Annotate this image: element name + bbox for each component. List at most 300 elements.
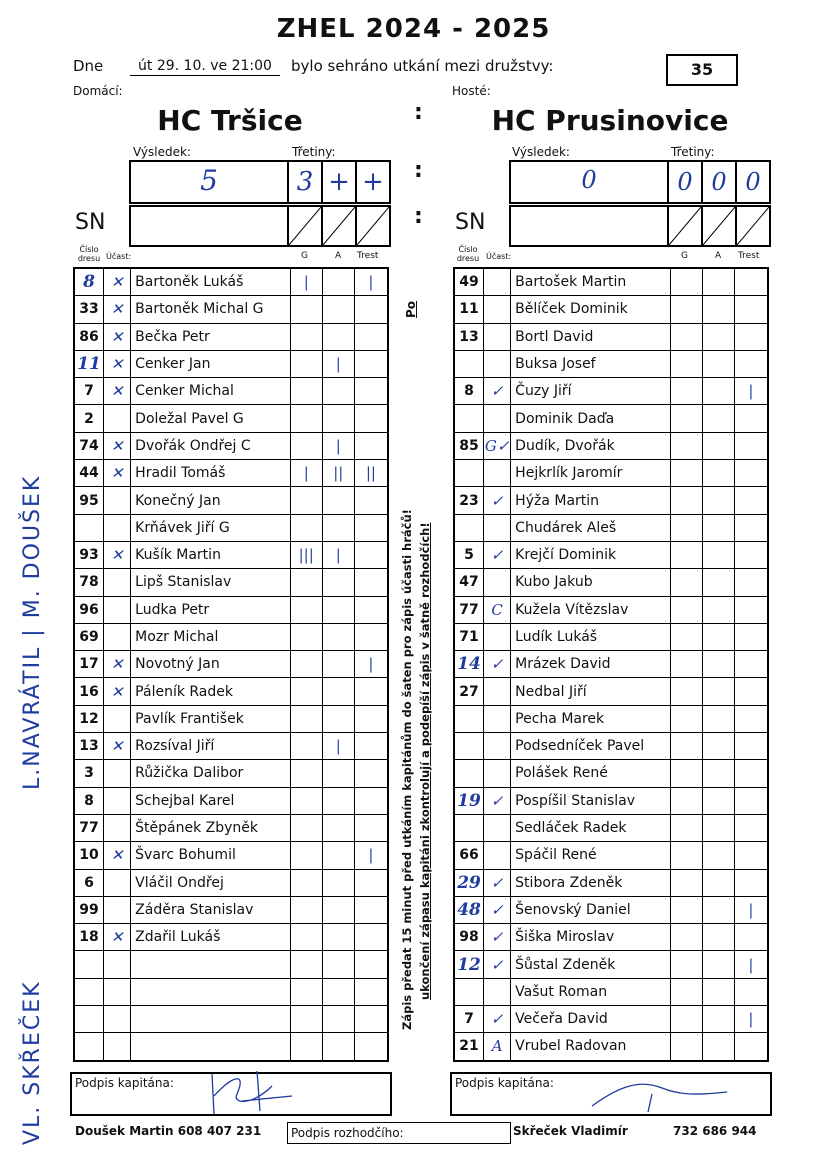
player-number[interactable]: 13 xyxy=(74,733,104,760)
player-number[interactable]: 12 xyxy=(74,705,104,732)
player-assists[interactable] xyxy=(702,678,734,705)
player-goals[interactable] xyxy=(670,487,702,514)
player-attendance[interactable] xyxy=(484,268,511,296)
player-attendance[interactable]: G✓ xyxy=(484,432,511,459)
player-attendance[interactable] xyxy=(104,623,131,650)
player-assists[interactable] xyxy=(322,896,354,923)
player-goals[interactable] xyxy=(290,1033,322,1061)
player-penalties[interactable] xyxy=(354,705,388,732)
player-number[interactable]: 13 xyxy=(454,323,484,350)
player-penalties[interactable] xyxy=(734,296,768,323)
player-number[interactable]: 33 xyxy=(74,296,104,323)
player-penalties[interactable] xyxy=(354,623,388,650)
player-name[interactable]: Podsedníček Pavel xyxy=(511,733,671,760)
player-name[interactable]: Ludka Petr xyxy=(131,596,291,623)
player-number[interactable]: 93 xyxy=(74,541,104,568)
player-goals[interactable] xyxy=(670,432,702,459)
player-attendance[interactable] xyxy=(104,405,131,432)
player-penalties[interactable] xyxy=(354,733,388,760)
player-goals[interactable] xyxy=(670,869,702,896)
player-goals[interactable] xyxy=(290,405,322,432)
player-goals[interactable] xyxy=(670,296,702,323)
player-attendance[interactable]: C xyxy=(484,596,511,623)
player-attendance[interactable]: ✓ xyxy=(484,651,511,678)
player-name[interactable]: Hradil Tomáš xyxy=(131,460,291,487)
player-attendance[interactable]: ✕ xyxy=(104,323,131,350)
player-number[interactable] xyxy=(454,760,484,787)
player-assists[interactable] xyxy=(702,814,734,841)
player-penalties[interactable] xyxy=(734,569,768,596)
player-number[interactable]: 21 xyxy=(454,1033,484,1061)
player-goals[interactable] xyxy=(290,733,322,760)
player-penalties[interactable] xyxy=(354,378,388,405)
player-number[interactable] xyxy=(74,1033,104,1061)
player-assists[interactable] xyxy=(322,405,354,432)
player-penalties[interactable] xyxy=(354,869,388,896)
player-penalties[interactable] xyxy=(734,814,768,841)
player-attendance[interactable] xyxy=(104,978,131,1005)
player-goals[interactable] xyxy=(670,978,702,1005)
player-assists[interactable] xyxy=(702,1006,734,1033)
player-attendance[interactable] xyxy=(104,514,131,541)
player-goals[interactable] xyxy=(290,432,322,459)
player-attendance[interactable]: A xyxy=(484,1033,511,1061)
player-assists[interactable] xyxy=(322,569,354,596)
player-assists[interactable] xyxy=(702,323,734,350)
player-number[interactable] xyxy=(454,814,484,841)
player-name[interactable]: Novotný Jan xyxy=(131,651,291,678)
player-goals[interactable] xyxy=(670,733,702,760)
player-goals[interactable] xyxy=(290,296,322,323)
player-penalties[interactable] xyxy=(734,787,768,814)
player-number[interactable] xyxy=(74,514,104,541)
player-penalties[interactable] xyxy=(734,1033,768,1061)
player-assists[interactable] xyxy=(322,705,354,732)
player-attendance[interactable] xyxy=(484,405,511,432)
player-goals[interactable] xyxy=(290,924,322,951)
player-name[interactable]: Ludík Lukáš xyxy=(511,623,671,650)
player-attendance[interactable]: ✓ xyxy=(484,869,511,896)
player-assists[interactable] xyxy=(322,296,354,323)
player-attendance[interactable] xyxy=(104,487,131,514)
player-name[interactable]: Kušík Martin xyxy=(131,541,291,568)
player-number[interactable]: 10 xyxy=(74,842,104,869)
player-attendance[interactable]: ✕ xyxy=(104,350,131,377)
player-penalties[interactable] xyxy=(734,733,768,760)
player-name[interactable]: Pecha Marek xyxy=(511,705,671,732)
player-name[interactable]: Dudík, Dvořák xyxy=(511,432,671,459)
player-penalties[interactable] xyxy=(734,487,768,514)
player-attendance[interactable] xyxy=(484,678,511,705)
player-assists[interactable] xyxy=(322,842,354,869)
player-attendance[interactable]: ✕ xyxy=(104,678,131,705)
player-assists[interactable]: | xyxy=(322,350,354,377)
player-attendance[interactable] xyxy=(104,1033,131,1061)
player-name[interactable]: Bartošek Martin xyxy=(511,268,671,296)
player-penalties[interactable]: || xyxy=(354,460,388,487)
player-penalties[interactable] xyxy=(354,760,388,787)
player-penalties[interactable]: | xyxy=(354,268,388,296)
player-attendance[interactable]: ✓ xyxy=(484,896,511,923)
player-number[interactable] xyxy=(454,514,484,541)
player-penalties[interactable] xyxy=(354,569,388,596)
player-number[interactable] xyxy=(454,460,484,487)
player-number[interactable]: 8 xyxy=(454,378,484,405)
player-assists[interactable] xyxy=(322,760,354,787)
player-name[interactable]: Bortl David xyxy=(511,323,671,350)
player-number[interactable]: 19 xyxy=(454,787,484,814)
player-assists[interactable] xyxy=(702,1033,734,1061)
player-assists[interactable] xyxy=(322,323,354,350)
player-number[interactable]: 23 xyxy=(454,487,484,514)
player-goals[interactable] xyxy=(670,323,702,350)
player-penalties[interactable] xyxy=(354,487,388,514)
player-penalties[interactable] xyxy=(354,432,388,459)
player-penalties[interactable] xyxy=(734,978,768,1005)
player-name[interactable] xyxy=(131,978,291,1005)
player-assists[interactable] xyxy=(702,842,734,869)
player-penalties[interactable] xyxy=(734,924,768,951)
player-number[interactable]: 8 xyxy=(74,268,104,296)
player-assists[interactable] xyxy=(322,1033,354,1061)
player-goals[interactable] xyxy=(670,378,702,405)
player-number[interactable]: 47 xyxy=(454,569,484,596)
player-name[interactable]: Bělíček Dominik xyxy=(511,296,671,323)
player-number[interactable]: 78 xyxy=(74,569,104,596)
player-assists[interactable] xyxy=(322,978,354,1005)
player-assists[interactable] xyxy=(702,432,734,459)
player-assists[interactable] xyxy=(702,541,734,568)
player-number[interactable]: 3 xyxy=(74,760,104,787)
player-name[interactable]: Šenovský Daniel xyxy=(511,896,671,923)
player-name[interactable]: Cenker Michal xyxy=(131,378,291,405)
player-attendance[interactable] xyxy=(484,978,511,1005)
player-number[interactable]: 86 xyxy=(74,323,104,350)
player-name[interactable]: Vrubel Radovan xyxy=(511,1033,671,1061)
player-penalties[interactable] xyxy=(354,951,388,978)
player-attendance[interactable]: ✕ xyxy=(104,733,131,760)
player-name[interactable]: Večeřa David xyxy=(511,1006,671,1033)
player-attendance[interactable] xyxy=(484,623,511,650)
player-number[interactable]: 7 xyxy=(454,1006,484,1033)
player-attendance[interactable] xyxy=(104,760,131,787)
referee-signature-box[interactable] xyxy=(287,1122,511,1144)
player-goals[interactable] xyxy=(670,924,702,951)
player-assists[interactable] xyxy=(322,951,354,978)
player-penalties[interactable] xyxy=(354,350,388,377)
player-assists[interactable] xyxy=(322,787,354,814)
player-penalties[interactable] xyxy=(354,678,388,705)
player-name[interactable]: Čuzy Jiří xyxy=(511,378,671,405)
player-name[interactable]: Hýža Martin xyxy=(511,487,671,514)
player-name[interactable]: Rozsíval Jiří xyxy=(131,733,291,760)
player-number[interactable]: 17 xyxy=(74,651,104,678)
player-assists[interactable] xyxy=(702,350,734,377)
player-goals[interactable]: | xyxy=(290,268,322,296)
player-assists[interactable] xyxy=(702,596,734,623)
player-penalties[interactable] xyxy=(354,978,388,1005)
player-attendance[interactable]: ✕ xyxy=(104,296,131,323)
player-number[interactable]: 29 xyxy=(454,869,484,896)
player-name[interactable]: Vašut Roman xyxy=(511,978,671,1005)
player-penalties[interactable] xyxy=(354,1033,388,1061)
player-attendance[interactable] xyxy=(484,814,511,841)
player-number[interactable] xyxy=(454,350,484,377)
player-name[interactable]: Nedbal Jiří xyxy=(511,678,671,705)
player-attendance[interactable] xyxy=(484,760,511,787)
player-goals[interactable] xyxy=(290,896,322,923)
player-goals[interactable] xyxy=(670,1033,702,1061)
player-assists[interactable]: || xyxy=(322,460,354,487)
player-goals[interactable] xyxy=(290,678,322,705)
player-name[interactable]: Stibora Zdeněk xyxy=(511,869,671,896)
player-name[interactable]: Mrázek David xyxy=(511,651,671,678)
player-number[interactable] xyxy=(74,951,104,978)
player-goals[interactable] xyxy=(670,514,702,541)
player-penalties[interactable]: | xyxy=(734,896,768,923)
player-goals[interactable]: ||| xyxy=(290,541,322,568)
player-name[interactable] xyxy=(131,951,291,978)
player-attendance[interactable] xyxy=(484,842,511,869)
player-penalties[interactable] xyxy=(734,541,768,568)
player-assists[interactable] xyxy=(322,678,354,705)
player-assists[interactable] xyxy=(702,869,734,896)
player-goals[interactable] xyxy=(670,596,702,623)
player-goals[interactable] xyxy=(670,787,702,814)
player-name[interactable] xyxy=(131,1006,291,1033)
player-penalties[interactable] xyxy=(734,705,768,732)
player-name[interactable]: Dvořák Ondřej C xyxy=(131,432,291,459)
player-number[interactable]: 69 xyxy=(74,623,104,650)
player-name[interactable]: Mozr Michal xyxy=(131,623,291,650)
player-goals[interactable] xyxy=(290,842,322,869)
player-goals[interactable] xyxy=(670,651,702,678)
player-number[interactable] xyxy=(454,405,484,432)
player-name[interactable]: Pavlík František xyxy=(131,705,291,732)
player-penalties[interactable] xyxy=(734,623,768,650)
player-number[interactable]: 11 xyxy=(454,296,484,323)
player-goals[interactable] xyxy=(670,460,702,487)
player-penalties[interactable] xyxy=(354,541,388,568)
player-goals[interactable] xyxy=(670,569,702,596)
player-goals[interactable] xyxy=(670,268,702,296)
player-assists[interactable] xyxy=(702,460,734,487)
player-name[interactable]: Dominik Daďa xyxy=(511,405,671,432)
player-name[interactable]: Zdařil Lukáš xyxy=(131,924,291,951)
player-goals[interactable] xyxy=(670,842,702,869)
player-number[interactable]: 77 xyxy=(74,814,104,841)
player-name[interactable]: Páleník Radek xyxy=(131,678,291,705)
player-name[interactable]: Krňávek Jiří G xyxy=(131,514,291,541)
player-number[interactable]: 48 xyxy=(454,896,484,923)
player-goals[interactable] xyxy=(290,323,322,350)
player-assists[interactable] xyxy=(702,514,734,541)
player-name[interactable]: Buksa Josef xyxy=(511,350,671,377)
player-goals[interactable] xyxy=(670,350,702,377)
player-goals[interactable] xyxy=(670,951,702,978)
player-goals[interactable] xyxy=(670,623,702,650)
player-assists[interactable] xyxy=(322,487,354,514)
player-assists[interactable] xyxy=(702,405,734,432)
player-penalties[interactable] xyxy=(734,651,768,678)
player-name[interactable]: Lipš Stanislav xyxy=(131,569,291,596)
player-number[interactable]: 16 xyxy=(74,678,104,705)
player-penalties[interactable] xyxy=(354,814,388,841)
player-goals[interactable] xyxy=(290,814,322,841)
player-name[interactable]: Kužela Vítězslav xyxy=(511,596,671,623)
player-goals[interactable] xyxy=(290,1006,322,1033)
player-penalties[interactable] xyxy=(354,514,388,541)
player-assists[interactable] xyxy=(702,787,734,814)
player-penalties[interactable] xyxy=(734,760,768,787)
player-name[interactable]: Bečka Petr xyxy=(131,323,291,350)
player-goals[interactable] xyxy=(290,869,322,896)
player-assists[interactable] xyxy=(702,296,734,323)
player-penalties[interactable] xyxy=(734,323,768,350)
player-goals[interactable] xyxy=(670,405,702,432)
player-attendance[interactable]: ✓ xyxy=(484,1006,511,1033)
player-number[interactable] xyxy=(74,1006,104,1033)
player-assists[interactable] xyxy=(702,760,734,787)
player-assists[interactable] xyxy=(322,268,354,296)
player-goals[interactable] xyxy=(290,760,322,787)
player-number[interactable]: 11 xyxy=(74,350,104,377)
player-penalties[interactable] xyxy=(734,678,768,705)
player-name[interactable]: Sedláček Radek xyxy=(511,814,671,841)
player-assists[interactable] xyxy=(702,487,734,514)
player-assists[interactable]: | xyxy=(322,733,354,760)
player-goals[interactable] xyxy=(290,651,322,678)
player-number[interactable]: 98 xyxy=(454,924,484,951)
player-assists[interactable] xyxy=(702,978,734,1005)
player-penalties[interactable] xyxy=(734,869,768,896)
player-number[interactable]: 44 xyxy=(74,460,104,487)
player-penalties[interactable] xyxy=(354,787,388,814)
player-attendance[interactable] xyxy=(104,869,131,896)
player-number[interactable]: 85 xyxy=(454,432,484,459)
player-attendance[interactable] xyxy=(484,569,511,596)
player-attendance[interactable] xyxy=(104,569,131,596)
player-name[interactable]: Cenker Jan xyxy=(131,350,291,377)
player-assists[interactable] xyxy=(322,596,354,623)
player-name[interactable]: Schejbal Karel xyxy=(131,787,291,814)
player-attendance[interactable]: ✕ xyxy=(104,460,131,487)
player-penalties[interactable]: | xyxy=(354,842,388,869)
player-assists[interactable] xyxy=(702,951,734,978)
player-goals[interactable] xyxy=(290,514,322,541)
player-name[interactable]: Polášek René xyxy=(511,760,671,787)
player-penalties[interactable]: | xyxy=(734,1006,768,1033)
player-attendance[interactable] xyxy=(484,705,511,732)
player-name[interactable]: Záděra Stanislav xyxy=(131,896,291,923)
player-goals[interactable] xyxy=(290,487,322,514)
player-penalties[interactable] xyxy=(734,842,768,869)
player-name[interactable]: Kubo Jakub xyxy=(511,569,671,596)
player-name[interactable]: Krejčí Dominik xyxy=(511,541,671,568)
player-penalties[interactable] xyxy=(734,596,768,623)
player-assists[interactable] xyxy=(702,651,734,678)
player-penalties[interactable]: | xyxy=(734,951,768,978)
player-penalties[interactable] xyxy=(734,405,768,432)
player-assists[interactable] xyxy=(702,268,734,296)
player-name[interactable]: Šůstal Zdeněk xyxy=(511,951,671,978)
player-attendance[interactable] xyxy=(484,460,511,487)
player-assists[interactable] xyxy=(702,623,734,650)
player-name[interactable]: Pospíšil Stanislav xyxy=(511,787,671,814)
player-penalties[interactable] xyxy=(354,896,388,923)
player-number[interactable]: 49 xyxy=(454,268,484,296)
player-penalties[interactable] xyxy=(354,924,388,951)
player-attendance[interactable]: ✕ xyxy=(104,651,131,678)
player-attendance[interactable]: ✓ xyxy=(484,924,511,951)
player-attendance[interactable]: ✓ xyxy=(484,787,511,814)
player-goals[interactable] xyxy=(290,378,322,405)
player-number[interactable]: 99 xyxy=(74,896,104,923)
player-attendance[interactable]: ✕ xyxy=(104,924,131,951)
player-assists[interactable] xyxy=(322,924,354,951)
player-goals[interactable] xyxy=(670,814,702,841)
player-number[interactable]: 27 xyxy=(454,678,484,705)
player-goals[interactable] xyxy=(290,596,322,623)
player-assists[interactable] xyxy=(702,378,734,405)
player-name[interactable]: Spáčil René xyxy=(511,842,671,869)
player-attendance[interactable]: ✕ xyxy=(104,268,131,296)
player-number[interactable]: 66 xyxy=(454,842,484,869)
player-assists[interactable] xyxy=(702,924,734,951)
player-penalties[interactable] xyxy=(354,1006,388,1033)
player-attendance[interactable]: ✓ xyxy=(484,487,511,514)
player-attendance[interactable]: ✓ xyxy=(484,378,511,405)
player-name[interactable]: Štěpánek Zbyněk xyxy=(131,814,291,841)
player-attendance[interactable] xyxy=(484,296,511,323)
home-captain-signature-box[interactable] xyxy=(70,1072,392,1116)
player-name[interactable]: Švarc Bohumil xyxy=(131,842,291,869)
player-goals[interactable] xyxy=(670,1006,702,1033)
player-assists[interactable] xyxy=(322,378,354,405)
player-name[interactable]: Bartoněk Lukáš xyxy=(131,268,291,296)
player-penalties[interactable] xyxy=(354,296,388,323)
player-attendance[interactable] xyxy=(484,514,511,541)
player-assists[interactable] xyxy=(702,569,734,596)
player-attendance[interactable] xyxy=(484,350,511,377)
player-goals[interactable]: | xyxy=(290,460,322,487)
player-assists[interactable] xyxy=(322,869,354,896)
player-penalties[interactable] xyxy=(734,350,768,377)
player-number[interactable]: 7 xyxy=(74,378,104,405)
player-number[interactable]: 96 xyxy=(74,596,104,623)
player-goals[interactable] xyxy=(290,623,322,650)
player-number[interactable]: 12 xyxy=(454,951,484,978)
player-number[interactable] xyxy=(74,978,104,1005)
away-captain-signature-box[interactable] xyxy=(450,1072,772,1116)
player-penalties[interactable] xyxy=(734,514,768,541)
player-number[interactable] xyxy=(454,978,484,1005)
player-goals[interactable] xyxy=(290,978,322,1005)
player-goals[interactable] xyxy=(290,787,322,814)
player-goals[interactable] xyxy=(670,678,702,705)
player-name[interactable]: Šiška Miroslav xyxy=(511,924,671,951)
player-penalties[interactable] xyxy=(734,432,768,459)
player-number[interactable]: 71 xyxy=(454,623,484,650)
player-number[interactable] xyxy=(454,733,484,760)
player-number[interactable]: 74 xyxy=(74,432,104,459)
player-attendance[interactable]: ✕ xyxy=(104,378,131,405)
player-assists[interactable]: | xyxy=(322,541,354,568)
player-goals[interactable] xyxy=(290,951,322,978)
player-attendance[interactable] xyxy=(104,896,131,923)
player-attendance[interactable] xyxy=(484,323,511,350)
player-attendance[interactable] xyxy=(104,814,131,841)
